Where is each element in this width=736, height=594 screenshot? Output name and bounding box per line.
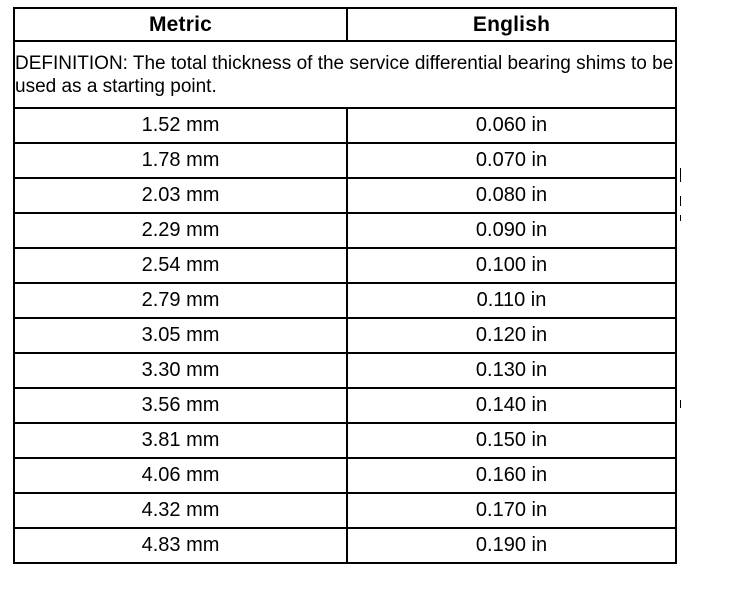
- table-row: [14, 493, 676, 528]
- metric-value-cell: 4.83 mm: [14, 528, 347, 563]
- english-value-cell: 0.140 in: [347, 388, 676, 423]
- margin-tick-mark: [680, 196, 681, 206]
- definition-text: DEFINITION: The total thickness of the service differential bearing shims to be used as a starting point.: [14, 41, 676, 108]
- metric-value-cell: 4.06 mm: [14, 458, 347, 493]
- margin-tick-mark: [680, 215, 681, 221]
- english-value-cell: 0.070 in: [347, 143, 676, 178]
- english-value-cell: 0.080 in: [347, 178, 676, 213]
- table-row: [14, 458, 676, 493]
- metric-value-cell: 2.54 mm: [14, 248, 347, 283]
- english-value-cell: 0.160 in: [347, 458, 676, 493]
- table-row: [14, 213, 676, 248]
- table-row: [14, 283, 676, 318]
- table-row: [14, 108, 676, 143]
- metric-value-cell: 2.29 mm: [14, 213, 347, 248]
- shim-spec-sheet: [13, 7, 677, 590]
- metric-value-cell: 1.78 mm: [14, 143, 347, 178]
- metric-value-cell: 2.79 mm: [14, 283, 347, 318]
- metric-value-cell: 3.05 mm: [14, 318, 347, 353]
- metric-value-cell: 1.52 mm: [14, 108, 347, 143]
- english-value-cell: 0.100 in: [347, 248, 676, 283]
- metric-value-cell: 3.81 mm: [14, 423, 347, 458]
- metric-column-header: Metric: [14, 8, 347, 41]
- shim-thickness-table: [13, 7, 677, 564]
- english-value-cell: 0.110 in: [347, 283, 676, 318]
- english-value-cell: 0.150 in: [347, 423, 676, 458]
- table-row: [14, 143, 676, 178]
- english-value-cell: 0.090 in: [347, 213, 676, 248]
- english-value-cell: 0.120 in: [347, 318, 676, 353]
- metric-value-cell: 3.56 mm: [14, 388, 347, 423]
- table-row: [14, 248, 676, 283]
- table-row: [14, 423, 676, 458]
- english-value-cell: 0.190 in: [347, 528, 676, 563]
- table-row: [14, 178, 676, 213]
- definition-row: [14, 41, 676, 108]
- table-row: [14, 318, 676, 353]
- english-value-cell: 0.130 in: [347, 353, 676, 388]
- metric-value-cell: 2.03 mm: [14, 178, 347, 213]
- margin-tick-mark: [680, 168, 681, 182]
- english-value-cell: 0.170 in: [347, 493, 676, 528]
- metric-value-cell: 4.32 mm: [14, 493, 347, 528]
- table-row: [14, 528, 676, 563]
- english-column-header: English: [347, 8, 676, 41]
- margin-tick-mark: [680, 400, 681, 408]
- english-value-cell: 0.060 in: [347, 108, 676, 143]
- table-row: [14, 388, 676, 423]
- table-row: [14, 353, 676, 388]
- metric-value-cell: 3.30 mm: [14, 353, 347, 388]
- header-row: [14, 8, 676, 41]
